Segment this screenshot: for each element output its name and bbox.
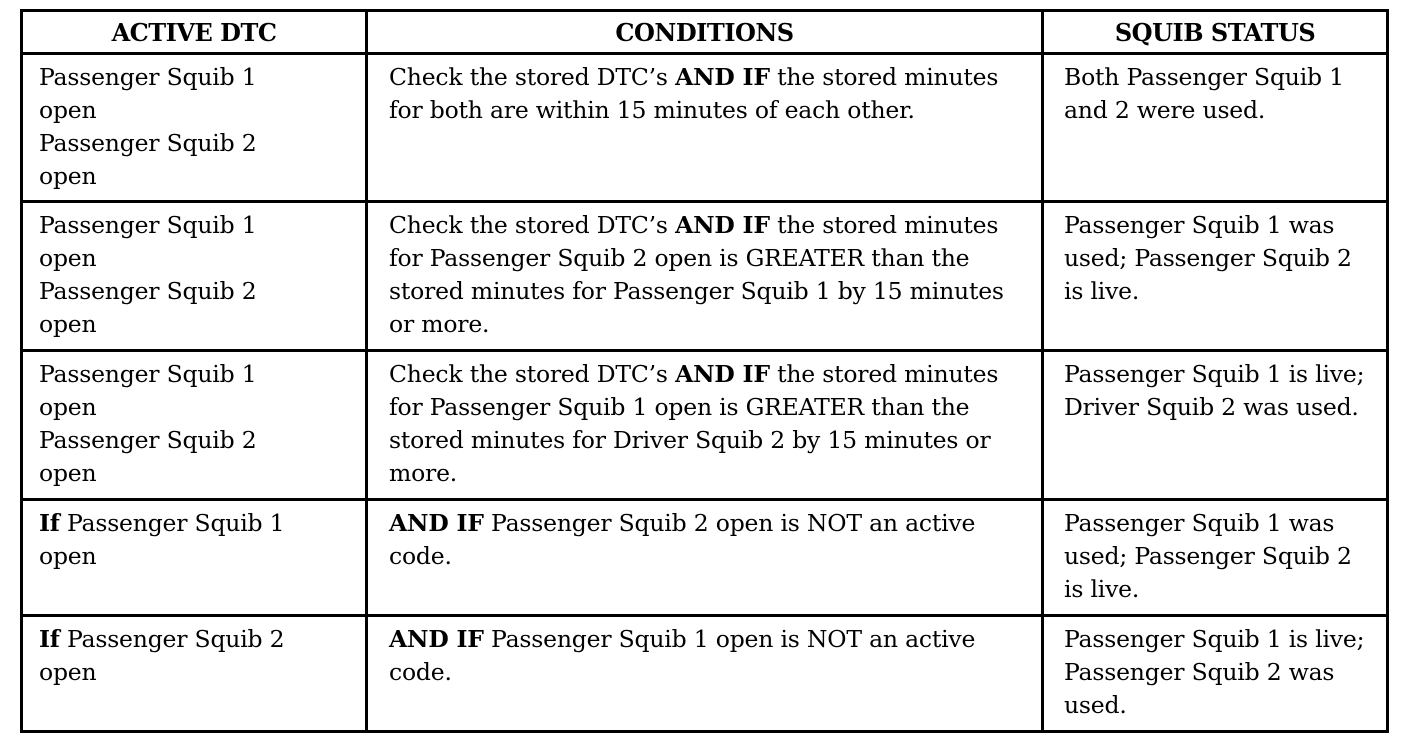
header-conditions: CONDITIONS [367, 11, 1043, 54]
conditions-cell [367, 500, 1043, 616]
table-header-row [22, 11, 1388, 54]
table-row [22, 351, 1388, 500]
dtc-line: open [39, 162, 97, 190]
squib-status-cell: Both Passenger Squib 1 and 2 were used. [1043, 54, 1388, 202]
dtc-line: open [39, 96, 97, 124]
header-squib-status: SQUIB STATUS [1043, 11, 1388, 54]
squib-status-cell: Passenger Squib 1 is live; Passenger Squib 2 was used. [1043, 616, 1388, 732]
conditions-cell [367, 616, 1043, 732]
dtc-table-container [20, 9, 1389, 733]
conditions-text: the stored minutes for Passenger Squib 1 open is GREATER than the stored minutes for Driver Squib 2 by 15 minutes or more. [389, 360, 999, 487]
table-row [22, 202, 1388, 351]
conditions-text: Passenger Squib 1 open is NOT an active code. [389, 625, 976, 686]
squib-dtc-table [20, 9, 1389, 733]
dtc-line: Passenger Squib 1 [39, 211, 257, 239]
dtc-line: If Passenger Squib 1 [39, 509, 285, 537]
header-active-dtc: ACTIVE DTC [22, 11, 367, 54]
dtc-line: open [39, 244, 97, 272]
conditions-cell [367, 54, 1043, 202]
dtc-line: open [39, 459, 97, 487]
active-dtc-cell [22, 616, 367, 732]
active-dtc-cell [22, 351, 367, 500]
if-keyword: If [39, 509, 60, 537]
conditions-keyword: AND IF [675, 360, 770, 388]
dtc-line: open [39, 658, 97, 686]
conditions-keyword: AND IF [389, 509, 484, 537]
squib-status-cell: Passenger Squib 1 was used; Passenger Squib 2 is live. [1043, 500, 1388, 616]
table-row [22, 616, 1388, 732]
active-dtc-cell [22, 54, 367, 202]
conditions-text: the stored minutes for Passenger Squib 2 open is GREATER than the stored minutes for Passenger Squib 1 by 15 minutes or more. [389, 211, 1004, 338]
table-row [22, 500, 1388, 616]
conditions-keyword: AND IF [675, 63, 770, 91]
dtc-line: Passenger Squib 2 [39, 129, 257, 157]
squib-status-cell: Passenger Squib 1 is live; Driver Squib 2 was used. [1043, 351, 1388, 500]
conditions-text: the stored minutes for both are within 15 minutes of each other. [389, 63, 999, 124]
conditions-cell [367, 351, 1043, 500]
dtc-line: Passenger Squib 1 [39, 360, 257, 388]
squib-status-cell: Passenger Squib 1 was used; Passenger Squib 2 is live. [1043, 202, 1388, 351]
conditions-text: Check the stored DTC’s [389, 211, 676, 239]
dtc-line: Passenger Squib 2 [39, 277, 257, 305]
if-keyword: If [39, 625, 60, 653]
table-row [22, 54, 1388, 202]
active-dtc-cell [22, 500, 367, 616]
dtc-line: Passenger Squib 1 [39, 63, 257, 91]
conditions-keyword: AND IF [675, 211, 770, 239]
dtc-line: Passenger Squib 2 [39, 426, 257, 454]
active-dtc-cell [22, 202, 367, 351]
dtc-line: open [39, 393, 97, 421]
conditions-text: Check the stored DTC’s [389, 63, 676, 91]
conditions-text: Passenger Squib 2 open is NOT an active code. [389, 509, 976, 570]
conditions-cell [367, 202, 1043, 351]
conditions-keyword: AND IF [389, 625, 484, 653]
conditions-text: Check the stored DTC’s [389, 360, 676, 388]
dtc-line: open [39, 542, 97, 570]
dtc-line: open [39, 310, 97, 338]
dtc-line: If Passenger Squib 2 [39, 625, 285, 653]
